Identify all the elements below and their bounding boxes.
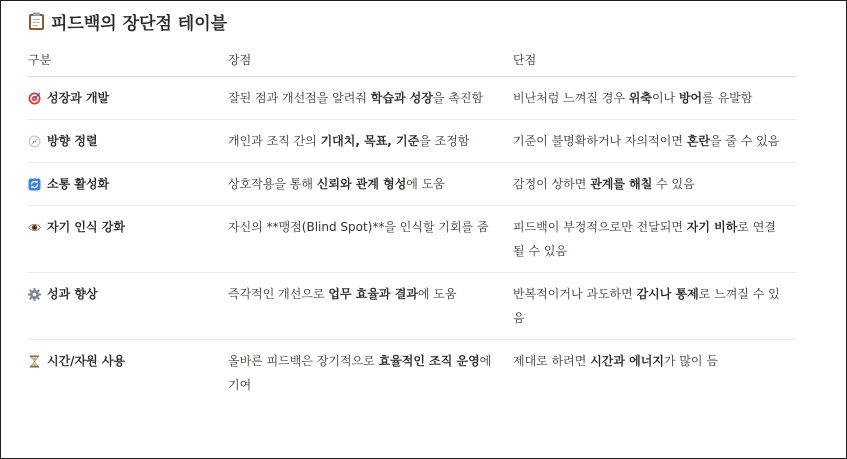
category-text: 소통 활성화 — [47, 177, 110, 191]
bold-text: 방어 — [678, 91, 703, 105]
feedback-table — [28, 44, 796, 406]
cons-text: 감정이 상하면 관계를 해칠 수 있음 — [513, 177, 695, 191]
cons-text: 제대로 하려면 시간과 에너지가 많이 듬 — [513, 354, 718, 368]
pros-cell — [228, 340, 513, 407]
target-icon — [28, 92, 41, 105]
category-cell — [28, 163, 228, 206]
pros-text: 개인과 조직 간의 기대치, 목표, 기준을 조정함 — [228, 134, 470, 148]
cons-cell — [513, 340, 796, 407]
gear-icon — [28, 288, 41, 301]
cons-cell — [513, 120, 796, 163]
category-text: 방향 정렬 — [47, 134, 98, 148]
table-row — [28, 340, 796, 407]
table-row — [28, 206, 796, 273]
cons-text: 반복적이거나 과도하면 감시나 통제로 느껴질 수 있음 — [513, 287, 780, 325]
table-row — [28, 120, 796, 163]
cons-cell — [513, 77, 796, 120]
table-row — [28, 273, 796, 340]
hourglass-icon — [28, 355, 41, 368]
pros-text: 즉각적인 개선으로 업무 효율과 결과에 도움 — [228, 287, 457, 301]
category-text: 시간/자원 사용 — [47, 354, 126, 368]
pros-cell — [228, 77, 513, 120]
category-text: 자기 인식 강화 — [47, 220, 125, 234]
bold-text: 감시나 통제 — [636, 287, 699, 301]
category-cell — [28, 273, 228, 340]
column-header-cons: 단점 — [513, 44, 796, 77]
bold-text: 학습과 성장 — [370, 91, 433, 105]
bold-text: 시간과 에너지 — [590, 354, 664, 368]
pros-text: 자신의 **맹점(Blind Spot)**을 인식할 기회를 줌 — [228, 220, 489, 234]
column-header-pros: 장점 — [228, 44, 513, 77]
category-cell — [28, 206, 228, 273]
pros-cell — [228, 120, 513, 163]
cons-cell — [513, 163, 796, 206]
category-cell — [28, 340, 228, 407]
category-label — [28, 206, 228, 248]
pros-text: 잘된 점과 개선점을 알려줘 학습과 성장을 촉진함 — [228, 91, 484, 105]
bold-text: 위축 — [628, 91, 652, 105]
pros-cell — [228, 273, 513, 340]
cons-text: 비난처럼 느껴질 경우 위축이나 방어를 유발함 — [513, 91, 753, 105]
pros-text: 올바른 피드백은 장기적으로 효율적인 조직 운영에 기여 — [228, 354, 492, 392]
page-title — [28, 7, 227, 35]
cycle-arrows-icon — [28, 178, 41, 191]
eye-icon — [28, 221, 41, 234]
category-cell — [28, 77, 228, 120]
page-title-text: 피드백의 장단점 테이블 — [51, 13, 228, 34]
bold-text: 기대치, 목표, 기준 — [320, 134, 420, 148]
category-text: 성장과 개발 — [47, 91, 110, 105]
category-cell — [28, 120, 228, 163]
compass-icon — [28, 135, 41, 148]
table-body — [28, 77, 796, 407]
bold-text: 혼란 — [686, 134, 710, 148]
bold-text: 관계를 해칠 — [590, 177, 653, 191]
pros-text: 상호작용을 통해 신뢰와 관계 형성에 도움 — [228, 177, 445, 191]
bold-text: 효율적인 조직 운영 — [378, 354, 480, 368]
column-header-category: 구분 — [28, 44, 228, 77]
category-label — [28, 340, 228, 382]
cons-cell — [513, 273, 796, 340]
bold-text: 신뢰와 관계 형성 — [316, 177, 407, 191]
cons-text: 기준이 불명확하거나 자의적이면 혼란을 줄 수 있음 — [513, 134, 780, 148]
bold-text: 자기 비하 — [686, 220, 738, 234]
table-header-row — [28, 44, 796, 77]
category-label — [28, 77, 228, 119]
category-label — [28, 273, 228, 315]
category-label — [28, 120, 228, 162]
pros-cell — [228, 206, 513, 273]
bold-text: 업무 효율과 결과 — [328, 287, 418, 301]
category-label — [28, 163, 228, 205]
cons-text: 피드백이 부정적으로만 전달되면 자기 비하로 연결될 수 있음 — [513, 220, 776, 258]
cons-cell — [513, 206, 796, 273]
category-text: 성과 향상 — [47, 287, 98, 301]
pros-cell — [228, 163, 513, 206]
clipboard-icon — [28, 12, 45, 31]
table-row — [28, 163, 796, 206]
table-row — [28, 77, 796, 120]
